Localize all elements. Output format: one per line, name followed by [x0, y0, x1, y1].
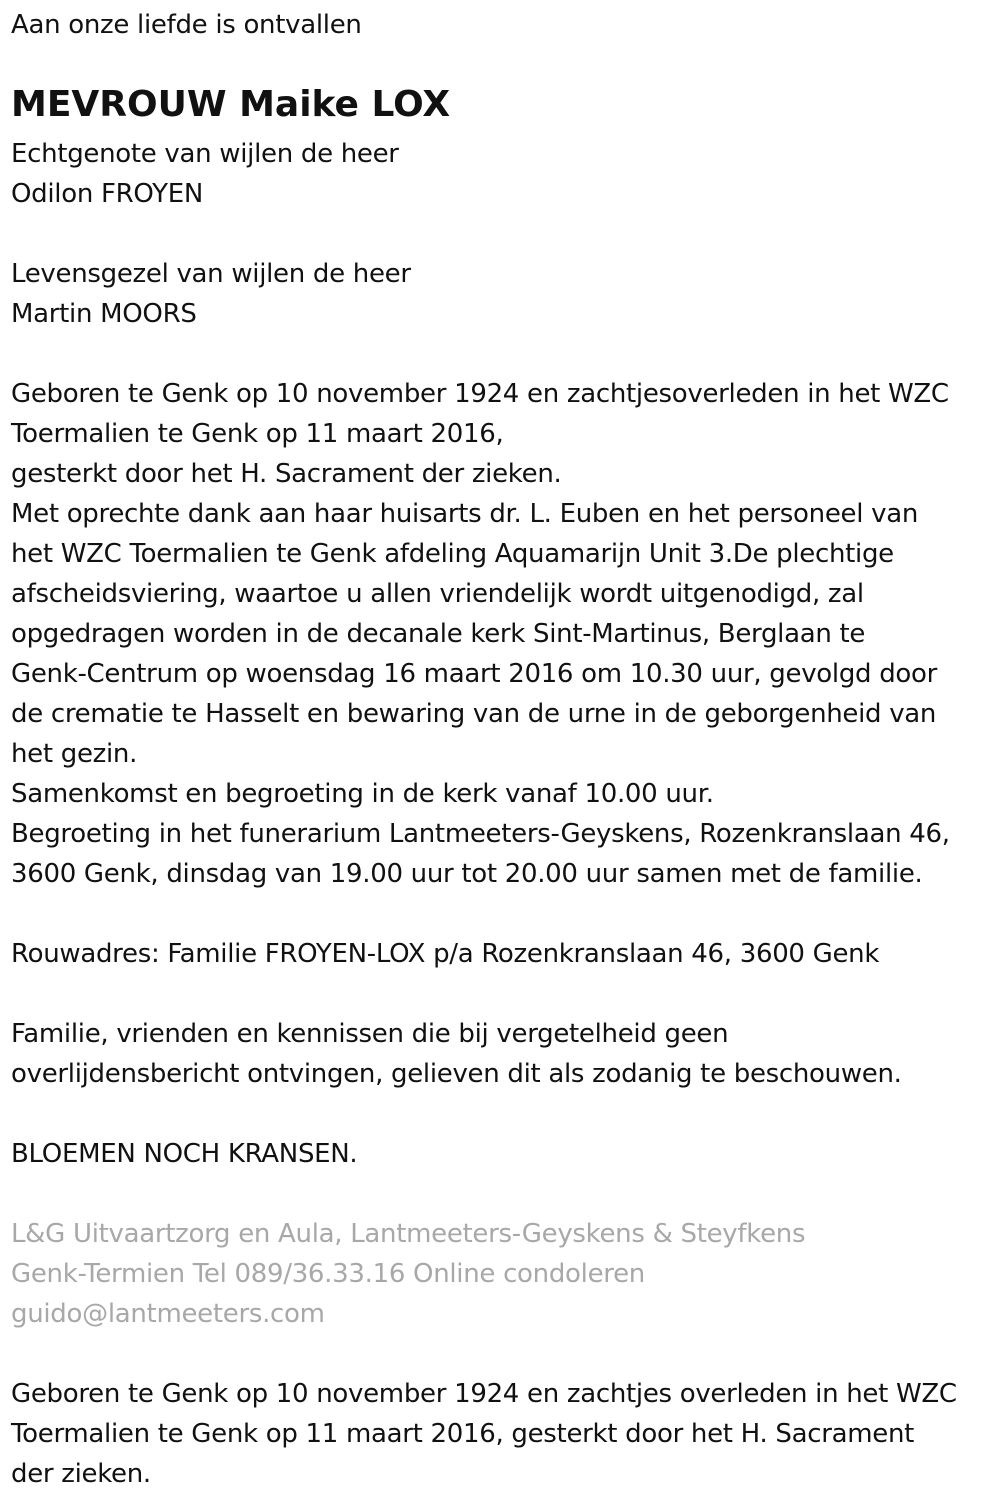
summary-line: Geboren te Genk op 10 november 1924 en zachtjes overleden in het WZC: [11, 1379, 957, 1409]
main-text-line: gesterkt door het H. Sacrament der zieken.: [11, 459, 562, 489]
spouse-section: [11, 134, 990, 214]
spouse-line-2: Odilon FROYEN: [11, 179, 203, 209]
undertaker-email: guido@lantmeeters.com: [11, 1299, 325, 1329]
undertaker-line: L&G Uitvaartzorg en Aula, Lantmeeters-Geyskens & Steyfkens: [11, 1219, 806, 1249]
family-note-line: overlijdensbericht ontvingen, gelieven dit als zodanig te beschouwen.: [11, 1059, 902, 1089]
main-text-line: 3600 Genk, dinsdag van 19.00 uur tot 20.00 uur samen met de familie.: [11, 859, 923, 889]
main-text-line: het gezin.: [11, 739, 138, 769]
undertaker-line: Genk-Termien Tel 089/36.33.16 Online condoleren: [11, 1259, 645, 1289]
summary-section: [11, 1374, 990, 1494]
main-text-line: het WZC Toermalien te Genk afdeling Aquamarijn Unit 3.De plechtige: [11, 539, 894, 569]
flowers-note: BLOEMEN NOCH KRANSEN.: [11, 1139, 358, 1169]
summary-line: Toermalien te Genk op 11 maart 2016, gesterkt door het H. Sacrament: [11, 1419, 915, 1449]
undertaker-section: [11, 1214, 990, 1334]
main-text-line: Begroeting in het funerarium Lantmeeters-Geyskens, Rozenkranslaan 46,: [11, 819, 950, 849]
intro-line: Aan onze liefde is ontvallen: [11, 10, 362, 40]
mourning-address: Rouwadres: Familie FROYEN-LOX p/a Rozenkranslaan 46, 3600 Genk: [11, 939, 880, 969]
main-text-line: Samenkomst en begroeting in de kerk vanaf 10.00 uur.: [11, 779, 714, 809]
main-text-line: Met oprechte dank aan haar huisarts dr. L. Euben en het personeel van: [11, 499, 919, 529]
flowers-section: [11, 1134, 990, 1174]
spouse-line-1: Echtgenote van wijlen de heer: [11, 139, 399, 169]
family-note-line: Familie, vrienden en kennissen die bij vergetelheid geen: [11, 1019, 729, 1049]
partner-line-1: Levensgezel van wijlen de heer: [11, 259, 411, 289]
family-note-section: [11, 1014, 990, 1094]
partner-section: [11, 254, 990, 334]
main-text-line: opgedragen worden in de decanale kerk Sint-Martinus, Berglaan te: [11, 619, 866, 649]
deceased-name: MEVROUW Maike LOX: [11, 84, 451, 125]
main-text-line: Genk-Centrum op woensdag 16 maart 2016 om 10.30 uur, gevolgd door: [11, 659, 938, 689]
main-text-line: de crematie te Hasselt en bewaring van de urne in de geborgenheid van: [11, 699, 937, 729]
summary-line: der zieken.: [11, 1459, 151, 1489]
main-text-line: Toermalien te Genk op 11 maart 2016,: [11, 419, 504, 449]
address-section: [11, 934, 990, 974]
partner-line-2: Martin MOORS: [11, 299, 197, 329]
main-text-line: afscheidsviering, waartoe u allen vriendelijk wordt uitgenodigd, zal: [11, 579, 864, 609]
main-text-section: [11, 374, 990, 894]
main-text-line: Geboren te Genk op 10 november 1924 en zachtjesoverleden in het WZC: [11, 379, 949, 409]
